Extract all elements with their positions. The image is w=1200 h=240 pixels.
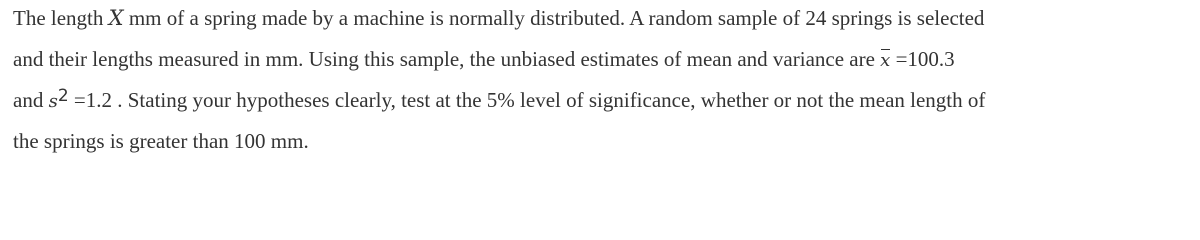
line2-text: and their lengths measured in mm. Using this sample, the unbiased estimates of mean and variance are: [13, 47, 881, 71]
question-line-4: [13, 127, 309, 155]
line1-text-end: mm of a spring made by a machine is normally distributed. A random sample of 24 springs is selected: [123, 6, 985, 30]
sample-mean-symbol: x: [880, 47, 890, 75]
sample-variance-symbol: s: [48, 91, 58, 112]
variance-exponent: 2: [57, 86, 69, 106]
question-line-3: [13, 86, 985, 114]
variable-x: X: [108, 6, 124, 30]
line4-text: the springs is greater than 100 mm.: [13, 129, 309, 153]
line3-text: =1.2 . Stating your hypotheses clearly, test at the 5% level of significance, whether or not the mean length of: [68, 88, 986, 112]
line3-lead: and: [13, 88, 49, 112]
question-line-1: [13, 4, 984, 32]
line1-text-start: The length: [13, 6, 109, 30]
question-line-2: [13, 45, 955, 73]
sample-mean-value: =100.3: [890, 47, 955, 71]
